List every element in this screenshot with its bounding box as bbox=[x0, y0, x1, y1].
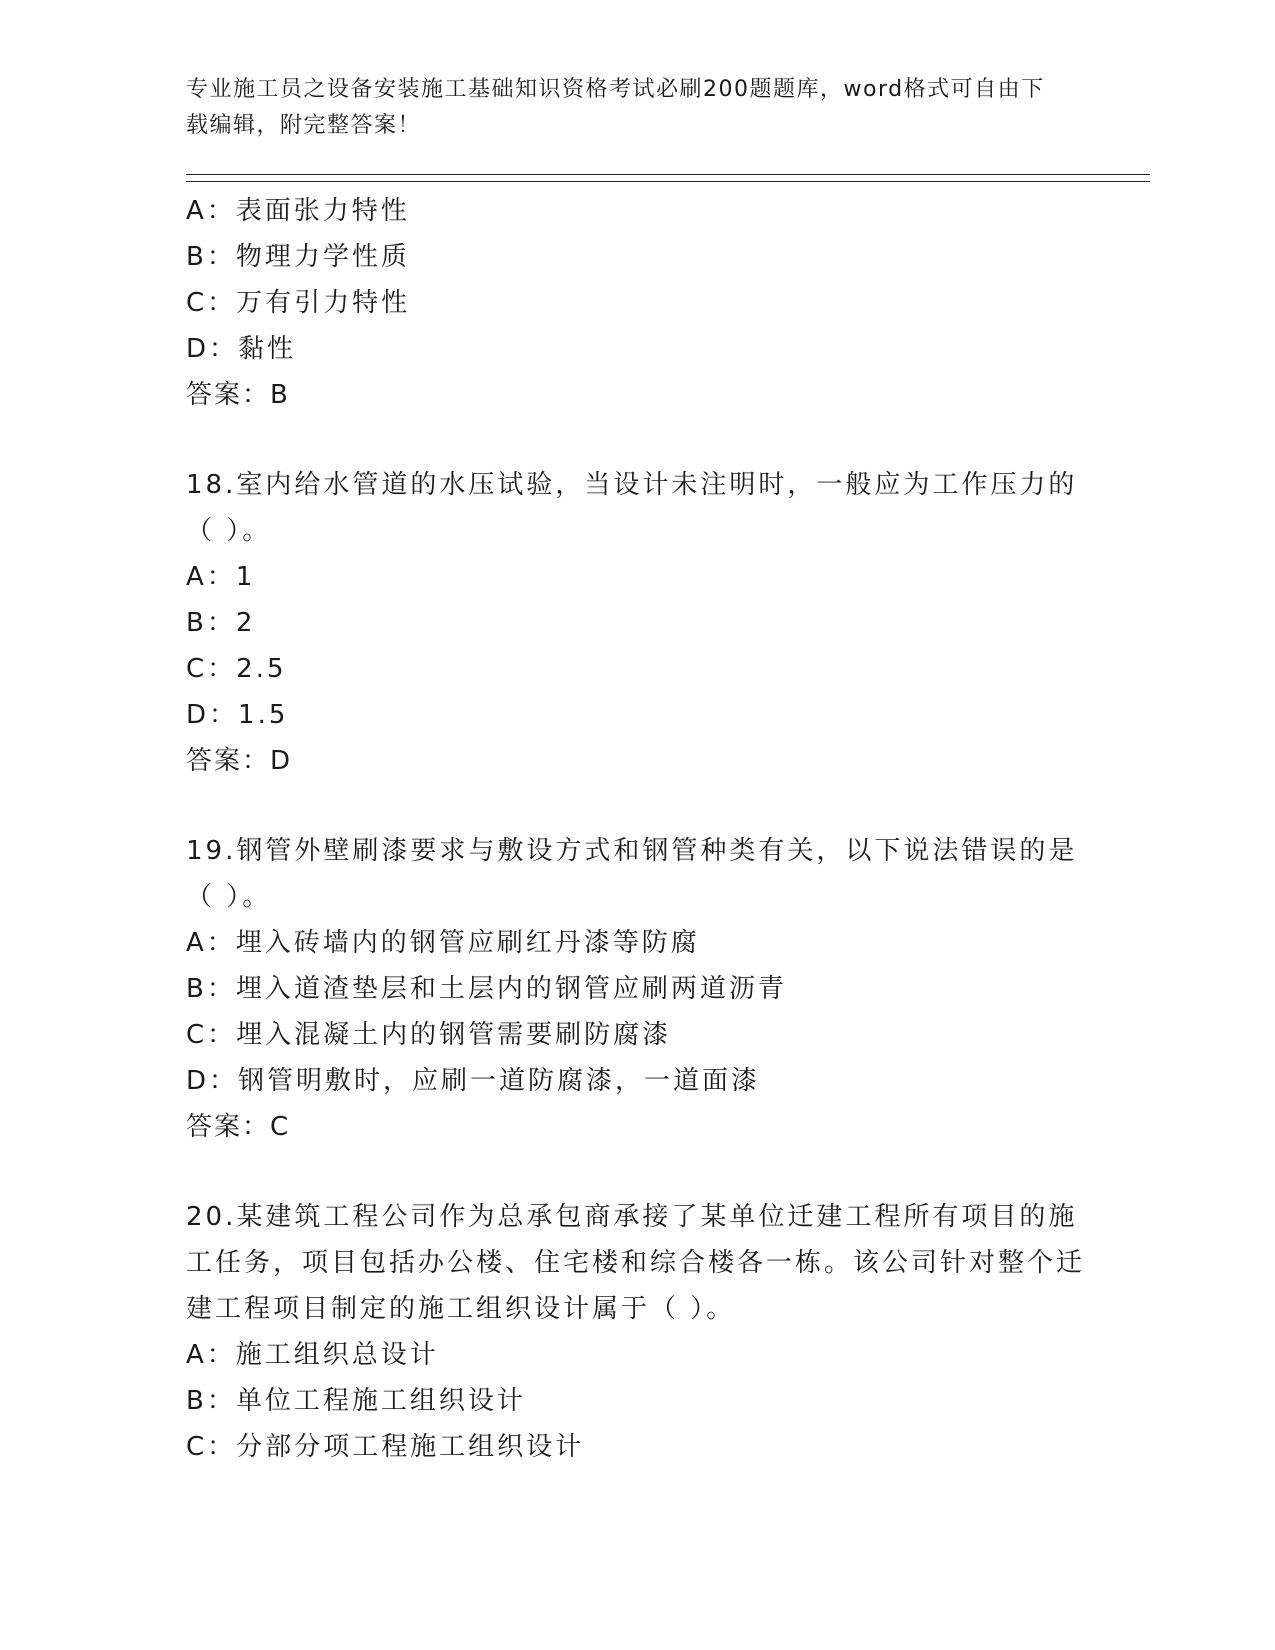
option-c: C：万有引力特性 bbox=[186, 288, 411, 318]
option-c: C：2.5 bbox=[186, 654, 287, 684]
question-19 bbox=[186, 828, 1086, 1150]
spacer bbox=[186, 418, 1086, 462]
spacer bbox=[186, 1150, 1086, 1194]
option-b: B：物理力学性质 bbox=[186, 242, 410, 272]
header-divider-bottom bbox=[186, 181, 1150, 182]
spacer bbox=[186, 784, 1086, 828]
header-divider-top bbox=[186, 174, 1150, 175]
option-d: D：1.5 bbox=[186, 700, 289, 730]
question-list bbox=[186, 188, 1086, 1470]
option-a: A：施工组织总设计 bbox=[186, 1340, 439, 1370]
option-c: C：分部分项工程施工组织设计 bbox=[186, 1432, 585, 1462]
question-17 bbox=[186, 188, 1086, 418]
question-18 bbox=[186, 462, 1086, 784]
answer: 答案：B bbox=[186, 380, 290, 410]
question-20 bbox=[186, 1194, 1086, 1470]
option-b: B：单位工程施工组织设计 bbox=[186, 1386, 526, 1416]
option-b: B：埋入道渣垫层和土层内的钢管应刷两道沥青 bbox=[186, 974, 787, 1004]
question-stem: 19.钢管外壁刷漆要求与敷设方式和钢管种类有关，以下说法错误的是（ ）。 bbox=[186, 836, 1078, 912]
option-a: A：埋入砖墙内的钢管应刷红丹漆等防腐 bbox=[186, 928, 700, 958]
document-header: 专业施工员之设备安装施工基础知识资格考试必刷200题题库，word格式可自由下载编辑，附完整答案！ bbox=[186, 77, 1045, 138]
option-a: A：1 bbox=[186, 562, 256, 592]
answer: 答案：D bbox=[186, 746, 293, 776]
option-d: D：钢管明敷时，应刷一道防腐漆，一道面漆 bbox=[186, 1066, 761, 1096]
option-d: D：黏性 bbox=[186, 334, 297, 364]
answer: 答案：C bbox=[186, 1112, 291, 1142]
option-b: B：2 bbox=[186, 608, 256, 638]
question-stem: 20.某建筑工程公司作为总承包商承接了某单位迁建工程所有项目的施工任务，项目包括办公楼、住宅楼和综合楼各一栋。该公司针对整个迁建工程项目制定的施工组织设计属于（ ）。 bbox=[186, 1202, 1086, 1324]
option-a: A：表面张力特性 bbox=[186, 196, 410, 226]
option-c: C：埋入混凝土内的钢管需要刷防腐漆 bbox=[186, 1020, 672, 1050]
question-stem: 18.室内给水管道的水压试验，当设计未注明时，一般应为工作压力的（ ）。 bbox=[186, 470, 1078, 546]
